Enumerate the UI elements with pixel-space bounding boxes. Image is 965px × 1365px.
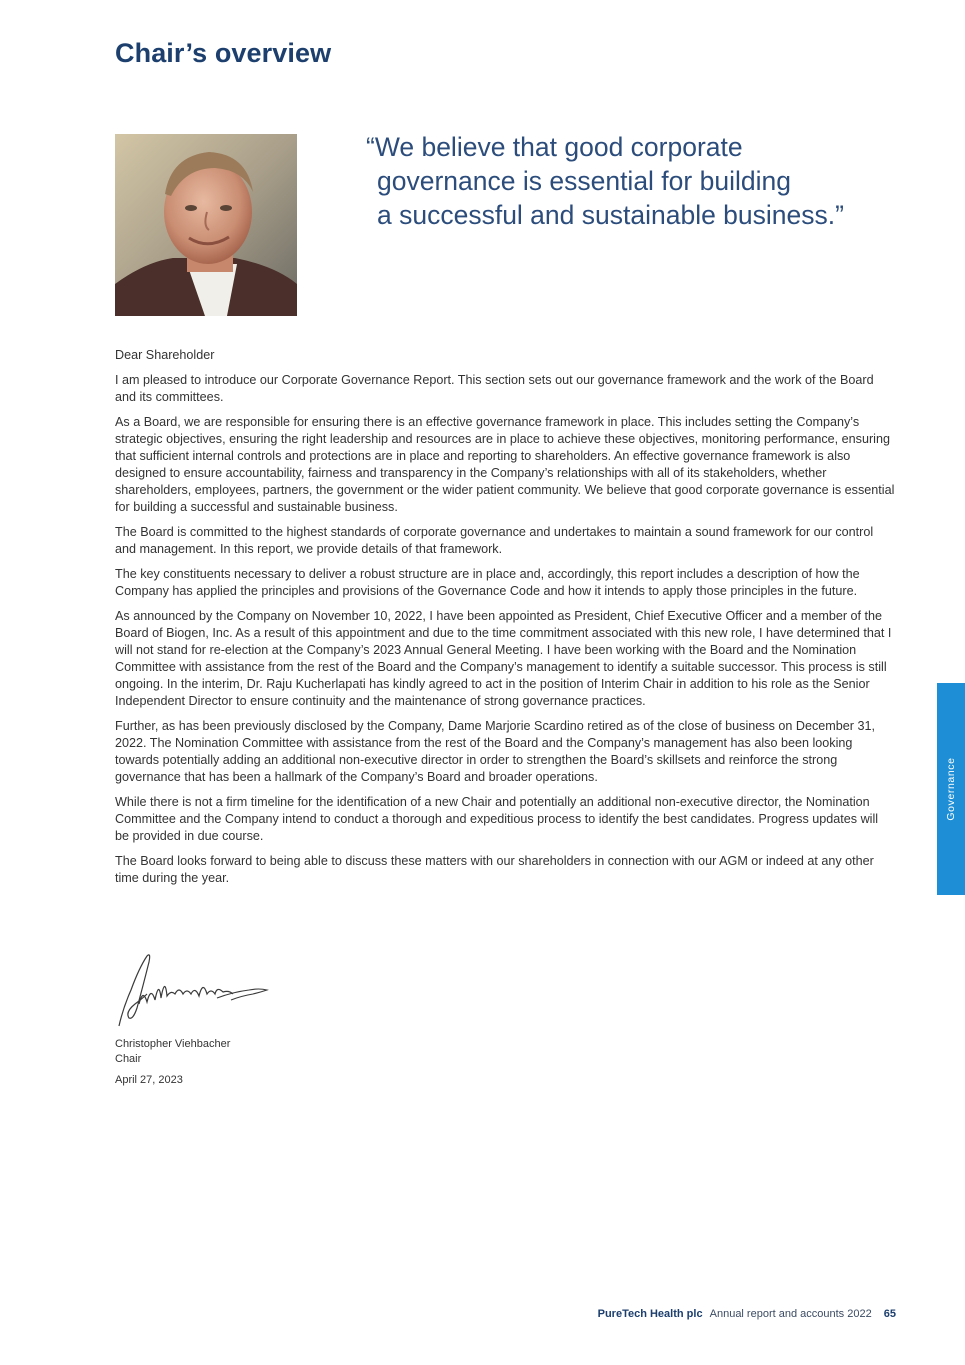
signatory (115, 1037, 230, 1067)
pull-quote (366, 130, 906, 232)
signatory-name: Christopher Viehbacher (115, 1038, 231, 1050)
chair-portrait-photo (115, 134, 297, 316)
page-footer (598, 1308, 896, 1320)
salutation: Dear Shareholder (115, 348, 215, 362)
letter-paragraph: The Board looks forward to being able to discuss these matters with our shareholders in connection with our AGM or indeed at any other time during the year. (115, 854, 874, 885)
side-tab-label: Governance (945, 757, 957, 821)
signatory-role: Chair (115, 1053, 142, 1065)
quote-line: “We believe that good corporate (366, 132, 743, 162)
letter-body (115, 347, 895, 895)
section-side-tab[interactable] (937, 683, 965, 895)
letter-paragraph: As announced by the Company on November 10, 2022, I have been appointed as President, Chief Executive Officer and a member of the Board of Biogen, Inc. As a result of this appointment and due to the time commitment associated with this new role, I have determined that I will not stand for re-election at the Company’s 2023 Annual General Meeting. I have been working with the Board and the Nomination Committee with assistance from the rest of the Board and the Company’s management to identify a suitable successor. This process is still ongoing. In the interim, Dr. Raju Kucherlapati has kindly agreed to act in the position of Interim Chair in addition to his role as the Senior Independent Director to ensure continuity and the maintenance of strong governance practices. (115, 609, 892, 708)
page-number: 65 (883, 1308, 896, 1320)
letter-paragraph: The key constituents necessary to deliver a robust structure are in place and, accordingly, this report includes a description of how the Company has applied the principles and provisions of the Governance Code and how it intends to apply those principles in the future. (115, 567, 860, 598)
handwritten-signature (113, 950, 273, 1030)
page-title: Chair’s overview (115, 38, 332, 68)
letter-date: April 27, 2023 (115, 1074, 183, 1086)
letter-paragraph: Further, as has been previously disclosed by the Company, Dame Marjorie Scardino retired as of the close of business on December 31, 2022. The Nomination Committee with assistance from the rest of the Board and the Company’s management has also been looking towards potentially adding an additional non-executive director in order to strengthen the Board’s skillsets and reinforce the strong governance that has been a hallmark of the Company’s Board and broader operations. (115, 719, 875, 784)
quote-line: a successful and sustainable business.” (377, 200, 844, 230)
letter-paragraph: I am pleased to introduce our Corporate Governance Report. This section sets out our governance framework and the work of the Board and its committees. (115, 373, 874, 404)
letter-paragraph: The Board is committed to the highest standards of corporate governance and undertakes to maintain a sound framework for our control and management. In this report, we provide details of that framework. (115, 525, 874, 556)
letter-paragraph: While there is not a firm timeline for the identification of a new Chair and potentially an additional non-executive director, the Nomination Committee and the Company intend to conduct a thorough and expeditious process to identify the best candidates. Progress updates will be provided in due course. (115, 795, 879, 843)
letter-paragraph: As a Board, we are responsible for ensuring there is an effective governance framework in place. This includes setting the Company’s strategic objectives, ensuring the right leadership and resources are in place to achieve these objectives, monitoring performance, ensuring that sufficient internal controls and protections are in place and reporting to shareholders. An effective governance framework is also designed to ensure accountability, fairness and transparency in the Company’s relationships with all of its stakeholders, whether shareholders, employees, partners, the government or the wider patient community. We believe that good corporate governance is essential for building a successful and sustainable business. (115, 415, 895, 514)
footer-company: PureTech Health plc (597, 1308, 703, 1320)
footer-report-title: Annual report and accounts 2022 (709, 1308, 872, 1320)
quote-line: governance is essential for building (377, 166, 791, 196)
